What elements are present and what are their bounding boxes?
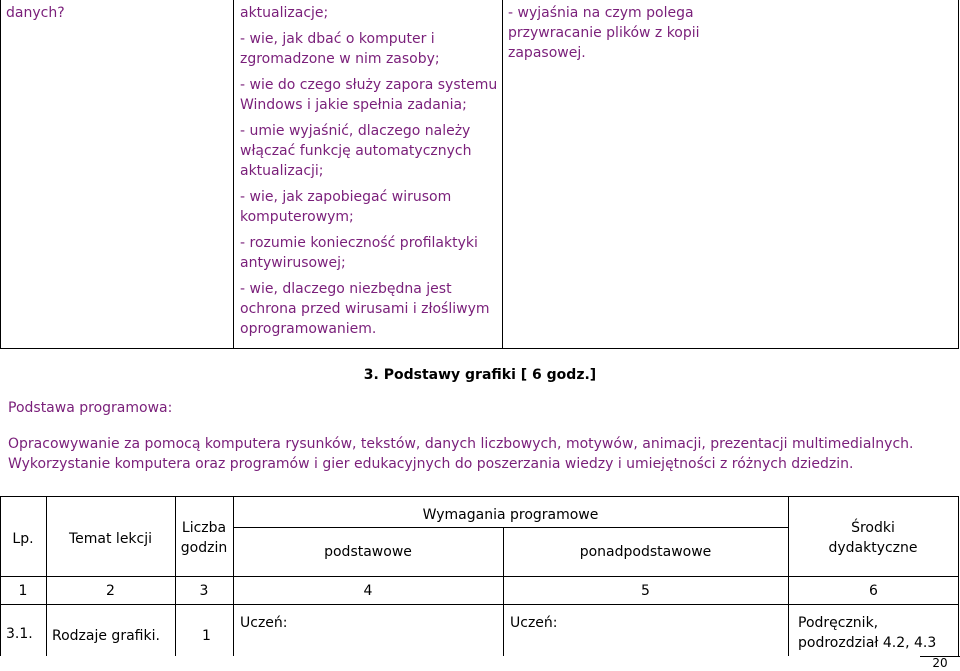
- row-lp: 3.1.: [6, 626, 33, 642]
- header-lp: Lp.: [12, 531, 34, 547]
- header-hours: Liczba godzin: [180, 520, 228, 556]
- table-border: [233, 527, 788, 528]
- row-topic: Rodzaje grafiki.: [52, 628, 160, 644]
- table-border: [0, 496, 959, 497]
- requirement-item: - rozumie konieczność profilaktyki antywirusowej;: [240, 235, 478, 271]
- row-hours: 1: [202, 628, 211, 644]
- table-border: [0, 576, 959, 577]
- header-advanced: ponadpodstawowe: [579, 544, 712, 560]
- table-border: [0, 0, 1, 349]
- top-cell-col1: danych?: [6, 5, 65, 21]
- table-border: [788, 496, 789, 656]
- header-resources: Środki dydaktyczne: [828, 520, 918, 556]
- table-border: [46, 496, 47, 656]
- basis-label: Podstawa programowa:: [8, 400, 173, 416]
- row-basic: Uczeń:: [240, 615, 288, 631]
- column-number: 1: [18, 583, 28, 599]
- row-resources: Podręcznik, podrozdział 4.2, 4.3: [798, 615, 937, 651]
- header-basic: podstawowe: [324, 544, 412, 560]
- column-number: 4: [363, 583, 373, 599]
- requirement-item: - wie, jak zapobiegać wirusom komputerowym;: [240, 189, 452, 225]
- column-number: 3: [199, 583, 209, 599]
- requirement-item: aktualizacje;: [240, 5, 329, 21]
- requirement-item: - wie, jak dbać o komputer i zgromadzone w nim zasoby;: [240, 31, 440, 67]
- basis-text: Opracowywanie za pomocą komputera rysunków, tekstów, danych liczbowych, motywów, animacji, prezentacji multimedialnych. Wykorzystanie komputera oraz programów i gier edukacyjnych do poszerzania wiedzy i umiejętności z różnych dziedzin.: [8, 436, 914, 472]
- requirement-item: - wie, dlaczego niezbędna jest ochrona przed wirusami i złośliwym oprogramowaniem.: [240, 281, 490, 337]
- column-number: 5: [641, 583, 650, 599]
- table-border: [0, 348, 959, 349]
- section-title: 3. Podstawy grafiki [ 6 godz.]: [363, 367, 597, 383]
- table-border: [233, 0, 234, 349]
- table-border: [0, 604, 959, 605]
- table-border: [502, 0, 503, 349]
- table-border: [958, 496, 959, 656]
- column-number: 2: [106, 583, 115, 599]
- header-requirements: Wymagania programowe: [422, 507, 599, 523]
- requirement-item: - wie do czego służy zapora systemu Windows i jakie spełnia zadania;: [240, 77, 498, 113]
- top-cell-col2: [240, 3, 498, 345]
- table-border: [958, 0, 959, 349]
- table-border: [0, 496, 1, 656]
- requirement-item: - umie wyjaśnić, dlaczego należy włączać funkcję automatycznych aktualizacji;: [240, 123, 472, 179]
- page-number: 20: [932, 656, 948, 670]
- column-number: 6: [869, 583, 878, 599]
- top-cell-col3: - wyjaśnia na czym polega przywracanie plików z kopii zapasowej.: [508, 5, 700, 61]
- row-advanced: Uczeń:: [510, 615, 558, 631]
- header-topic: Temat lekcji: [68, 531, 153, 547]
